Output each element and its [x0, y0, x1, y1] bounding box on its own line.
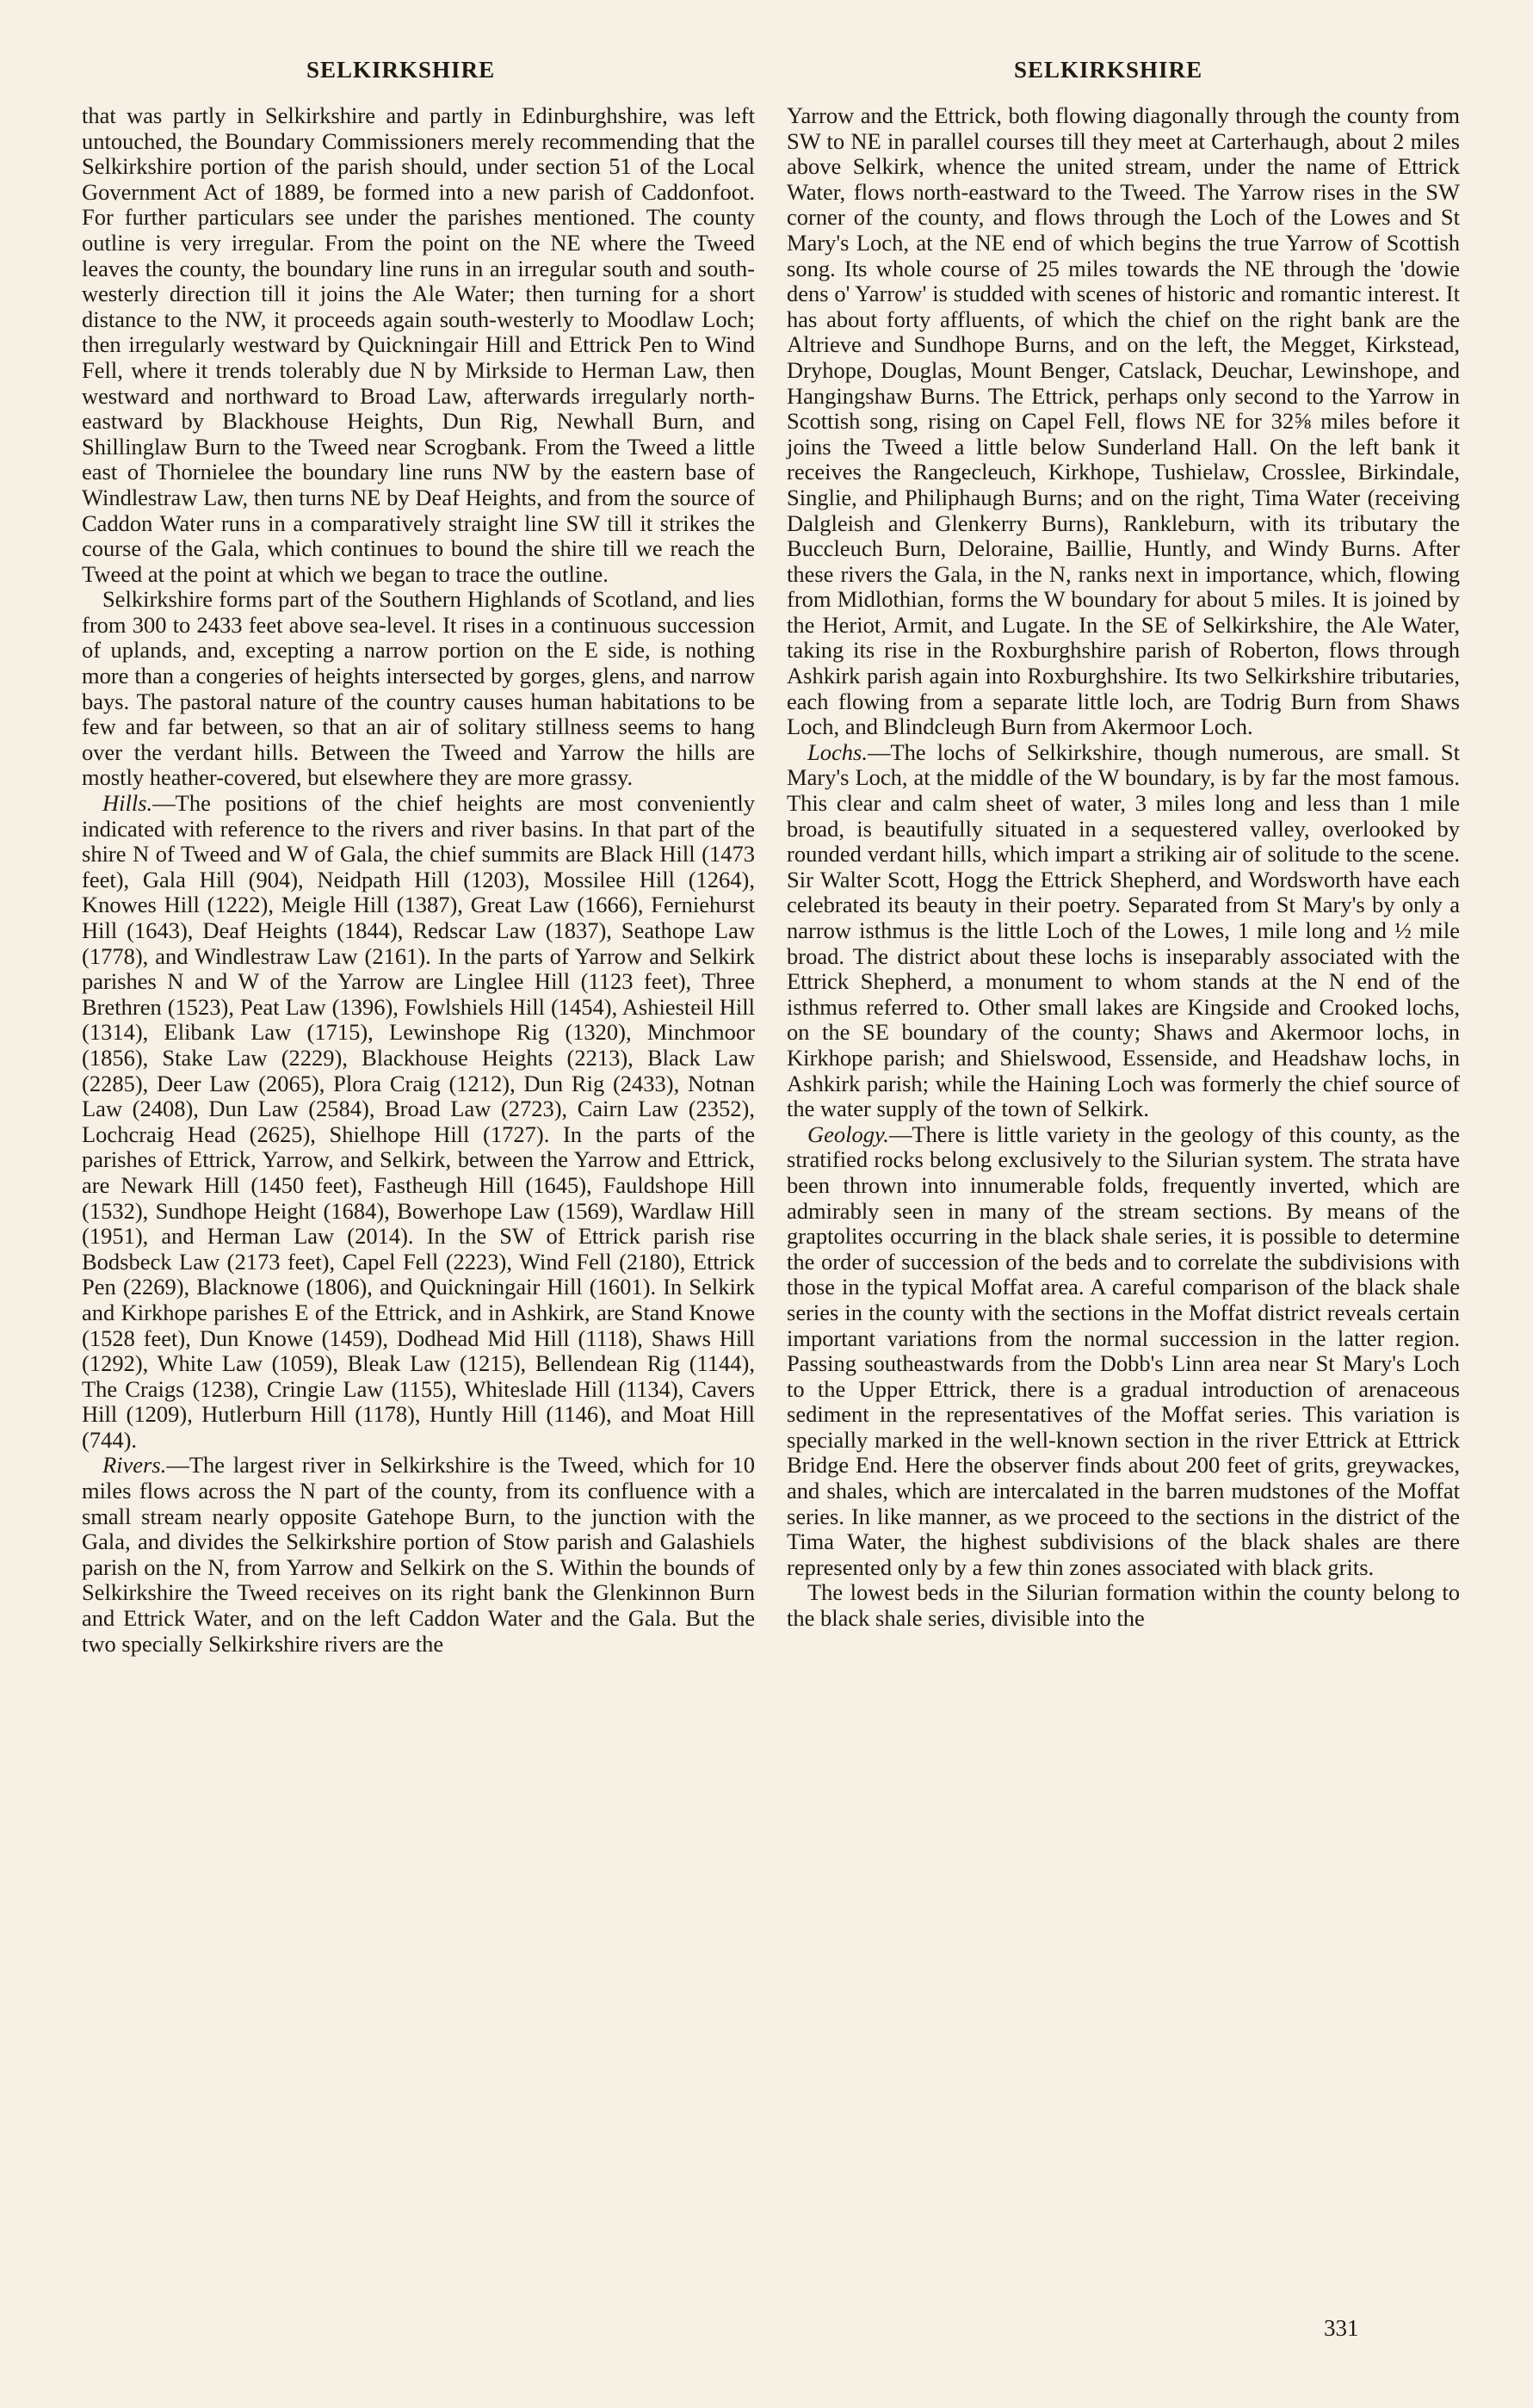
page-number: 331 — [1324, 2315, 1359, 2341]
geology-text: —There is little variety in the geology of this county, as the stratified rocks belong exclusively to the Silurian system. The strata have been thrown into innumerable folds, frequently inverted, which are admirably seen in many of the stream sections. By means of the graptolites occurring in the black shale series, it is possible to determine the order of succession of the beds and to correlate the subdivisions with those in the typical Moffat area. A careful comparison of the black shale series in the county with the sections in the Moffat district reveals certain important variations from the normal succession in the latter region. Passing southeastwards from the Dobb's Linn area near St Mary's Loch to the Upper Ettrick, there is a gradual introduction of arenaceous sediment in the representatives of the Moffat series. This variation is specially marked in the well-known section in the river Ettrick at Ettrick Bridge End. Here the observer finds about 200 feet of grits, greywackes, and shales, which are intercalated in the barren mudstones of the Moffat series. In like manner, as we proceed to the sections in the district of the Tima Water, the highest subdivisions of the black shales are there represented only by a few thin zones associated with black grits. — [787, 1121, 1460, 1580]
hills-text: —The positions of the chief heights are most conveniently indicated with reference to the rivers and river basins. In that part of the shire N of Tweed and W of Gala, the chief summits are Black Hill (1473 feet), Gala Hill (904), Neidpath Hill (1203), Mossilee Hill (1264), Knowes Hill (1222), Meigle Hill (1387), Great Law (1666), Ferniehurst Hill (1643), Deaf Heights (1844), Redscar Law (1837), Seathope Law (1778), and Windlestraw Law (2161). In the parts of Yarrow and Selkirk parishes N and W of the Yarrow are Linglee Hill (1123 feet), Three Brethren (1523), Peat Law (1396), Fowlshiels Hill (1454), Ashiesteil Hill (1314), Elibank Law (1715), Lewinshope Rig (1320), Minchmoor (1856), Stake Law (2229), Blackhouse Heights (2213), Black Law (2285), Deer Law (2065), Plora Craig (1212), Dun Rig (2433), Notnan Law (2408), Dun Law (2584), Broad Law (2723), Cairn Law (2352), Lochcraig Head (2625), Shielhope Hill (1727). In the parts of the parishes of Ettrick, Yarrow, and Selkirk, between the Yarrow and Ettrick, are Newark Hill (1450 feet), Fastheugh Hill (1645), Fauldshope Hill (1532), Sundhope Height (1684), Bowerhope Law (1569), Wardlaw Hill (1951), and Herman Law (2014). In the SW of Ettrick parish rise Bodsbeck Law (2173 feet), Capel Fell (2223), Wind Fell (2180), Ettrick Pen (2269), Blacknowe (1806), and Quickningair Hill (1601). In Selkirk and Kirkhope parishes E of the Ettrick, and in Ashkirk, are Stand Knowe (1528 feet), Dun Knowe (1459), Dodhead Mid Hill (1118), Shaws Hill (1292), White Law (1059), Bleak Law (1215), Bellendean Rig (1144), The Craigs (1238), Cringie Law (1155), Whiteslade Hill (1134), Cavers Hill (1209), Hutlerburn Hill (1178), Huntly Hill (1146), and Moat Hill (744). — [82, 790, 755, 1453]
rivers-text: —The largest river in Selkirkshire is the Tweed, which for 10 miles flows across the N part of the county, from its confluence with a small stream nearly opposite Gatehope Burn, to the junction with the Gala, and divides the Selkirkshire portion of Stow parish and Galashiels parish on the N, from Yarrow and Selkirk on the S. Within the bounds of Selkirkshire the Tweed receives on its right bank the Glenkinnon Burn and Ettrick Water, and on the left Caddon Water and the Gala. But the two specially Selkirkshire rivers are the — [82, 1452, 755, 1657]
paragraph-geology — [787, 1122, 1460, 1581]
running-header-right: SELKIRKSHIRE — [1014, 57, 1203, 83]
paragraph-highlands: Selkirkshire forms part of the Southern Highlands of Scotland, and lies from 300 to 2433 feet above sea-level. It rises in a continuous succession of uplands, and, excepting a narrow portion on the E side, is nothing more than a congeries of heights intersected by gorges, glens, and narrow bays. The pastoral nature of the country causes human habitations to be few and far between, so that an air of solitary stillness seems to hang over the verdant hills. Between the Tweed and Yarrow the hills are mostly heather-covered, but elsewhere they are more grassy. — [82, 586, 755, 791]
paragraph-yarrow-ettrick: Yarrow and the Ettrick, both flowing diagonally through the county from SW to NE in parallel courses till they meet at Carterhaugh, about 2 miles above Selkirk, whence the united stream, under the name of Ettrick Water, flows north-eastward to the Tweed. The Yarrow rises in the SW corner of the county, and flows through the Loch of the Lowes and St Mary's Loch, at the NE end of which begins the true Yarrow of Scottish song. Its whole course of 25 miles towards the NE through the 'dowie dens o' Yarrow' is studded with scenes of historic and romantic interest. It has about forty affluents, of which the chief on the right bank are the Altrieve and Sundhope Burns, and on the left, the Megget, Kirkstead, Dryhope, Douglas, Mount Benger, Catslack, Deuchar, Lewinshope, and Hangingshaw Burns. The Ettrick, perhaps only second to the Yarrow in Scottish song, rising on Capel Fell, flows NE for 32⅝ miles before it joins the Tweed a little below Sunderland Hall. On the left bank it receives the Rangecleuch, Kirkhope, Tushielaw, Crosslee, Birkindale, Singlie, and Philiphaugh Burns; and on the right, Tima Water (receiving Dalgleish and Glenkerry Burns), Rankleburn, with its tributary the Buccleuch Burn, Deloraine, Baillie, Huntly, and Windy Burns. After these rivers the Gala, in the N, ranks next in importance, which, flowing from Midlothian, forms the W boundary for about 5 miles. It is joined by the Heriot, Armit, and Lugate. In the SE of Selkirkshire, the Ale Water, taking its rise in the Roxburghshire parish of Roberton, flows through Ashkirk parish again into Roxburghshire. Its two Selkirkshire tributaries, each flowing from a separate little loch, are Todrig Burn from Shaws Loch, and Blindcleugh Burn from Akermoor Loch. — [787, 102, 1460, 740]
section-heading-hills: Hills. — [102, 790, 153, 817]
lochs-text: —The lochs of Selkirkshire, though numerous, are small. St Mary's Loch, at the middle of the W boundary, is by far the most famous. This clear and calm sheet of water, 3 miles long and less than 1 mile broad, is beautifully situated in a sequestered valley, overlooked by rounded verdant hills, which impart a striking air of solitude to the scene. Sir Walter Scott, Hogg the Ettrick Shepherd, and Wordsworth have each celebrated its beauty in their poetry. Separated from St Mary's by only a narrow isthmus is the little Loch of the Lowes, 1 mile long and ½ mile broad. The district about these lochs is inseparably associated with the Ettrick Shepherd, a monument to whom stands at the N end of the isthmus referred to. Other small lakes are Kingside and Crooked lochs, on the SE boundary of the county; Shaws and Akermoor lochs, in Kirkhope parish; and Shielswood, Essenside, and Headshaw lochs, in Ashkirk parish; while the Haining Loch was formerly the chief source of the water supply of the town of Selkirk. — [787, 738, 1460, 1122]
section-heading-rivers: Rivers. — [102, 1452, 167, 1479]
paragraph-lochs — [787, 740, 1460, 1122]
running-header-left: SELKIRKSHIRE — [306, 57, 496, 83]
paragraph-silurian: The lowest beds in the Silurian formation within the county belong to the black shale series, divisible into the — [787, 1579, 1460, 1632]
left-column — [82, 103, 755, 2306]
paragraph-hills — [82, 791, 755, 1453]
section-heading-lochs: Lochs. — [807, 738, 868, 765]
section-heading-geology: Geology. — [807, 1121, 889, 1147]
paragraph-boundary: that was partly in Selkirkshire and partly in Edinburghshire, was left untouched, the Boundary Commissioners merely recommending that the Selkirkshire portion of the parish should, under section 51 of the Local Government Act of 1889, be formed into a new parish of Caddonfoot. For further particulars see under the parishes mentioned. The county outline is very irregular. From the point on the NE where the Tweed leaves the county, the boundary line runs in an irregular south and south-westerly direction till it joins the Ale Water; then turning for a short distance to the NW, it proceeds again south-westerly to Moodlaw Loch; then irregularly westward by Quickningair Hill and Ettrick Pen to Wind Fell, where it trends tolerably due N by Mirkside to Herman Law, then westward and northward to Broad Law, afterwards irregularly north-eastward by Blackhouse Heights, Dun Rig, Newhall Burn, and Shillinglaw Burn to the Tweed near Scrogbank. From the Tweed a little east of Thornielee the boundary line runs NW by the eastern base of Windlestraw Law, then turns NE by Deaf Heights, and from the source of Caddon Water runs in a comparatively straight line SW till it strikes the course of the Gala, which continues to bound the shire till we reach the Tweed at the point at which we began to trace the outline. — [82, 102, 755, 587]
right-column — [787, 103, 1460, 2306]
paragraph-rivers — [82, 1453, 755, 1657]
